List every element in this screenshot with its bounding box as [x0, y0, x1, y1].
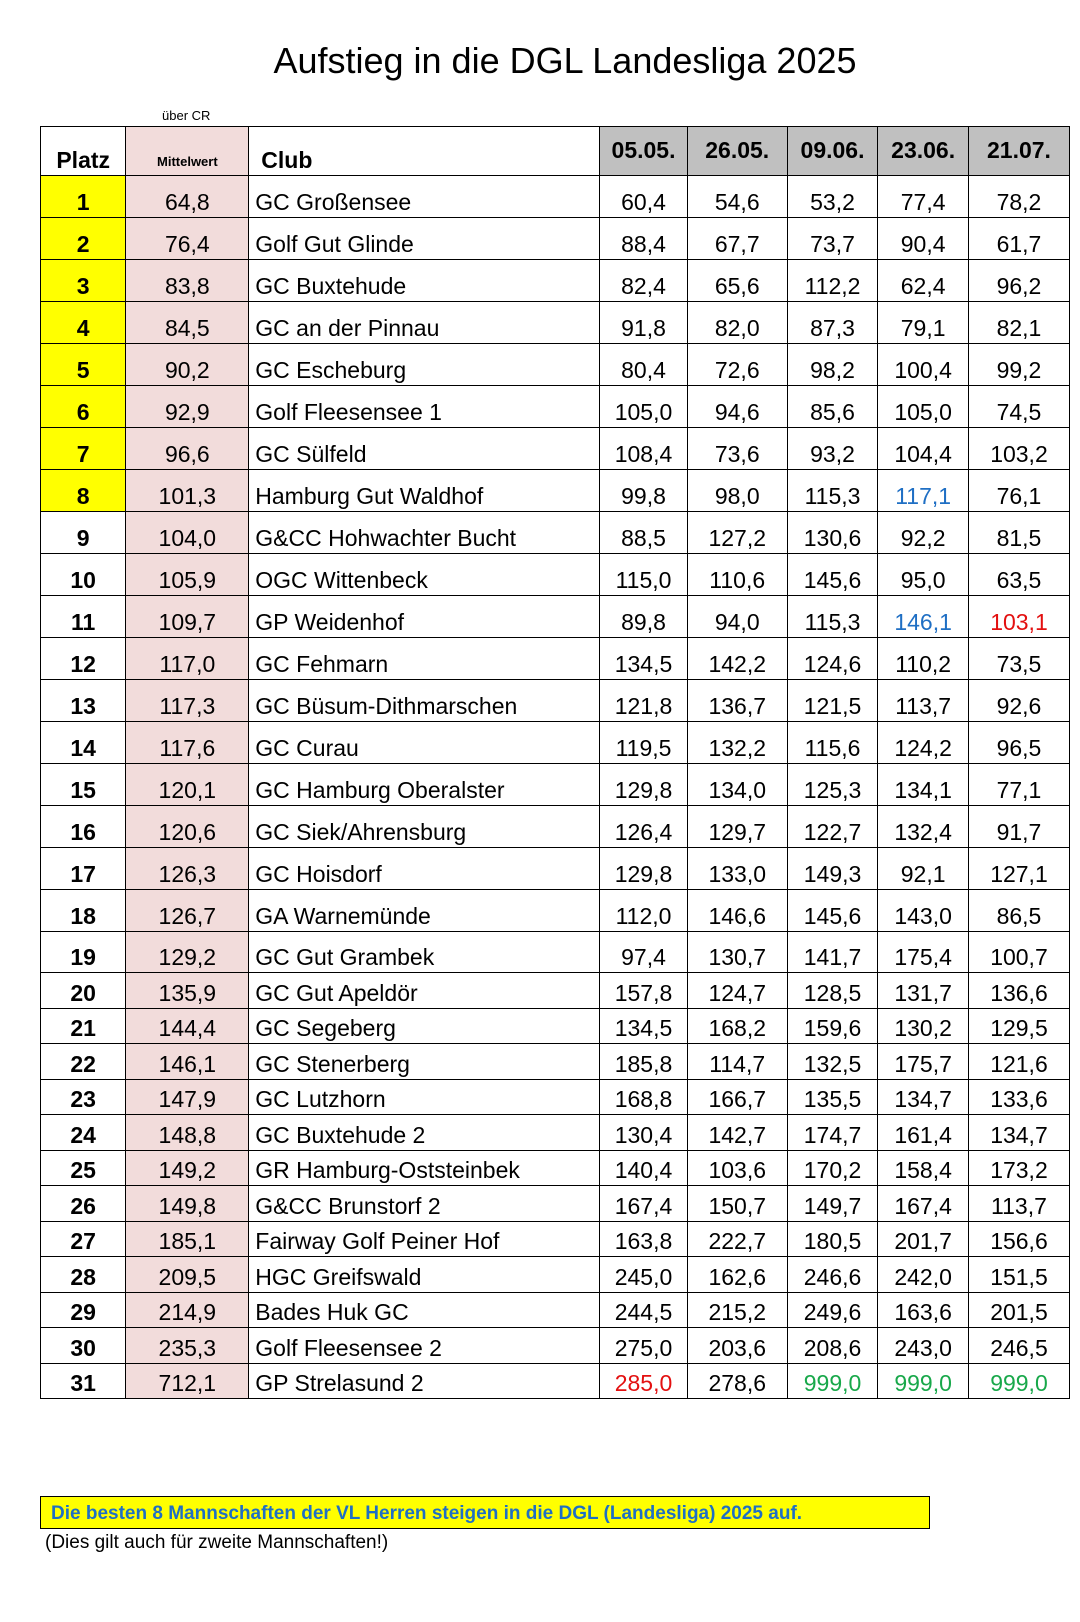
score-cell: 103,6: [687, 1150, 787, 1186]
table-row: [41, 218, 1070, 260]
score-cell: 163,6: [878, 1292, 969, 1328]
club-cell: GP Strelasund 2: [249, 1363, 600, 1399]
table-row: [41, 260, 1070, 302]
score-cell: 100,7: [968, 932, 1069, 973]
header-date: 26.05.: [687, 127, 787, 176]
score-cell: 142,7: [687, 1115, 787, 1151]
mittelwert-cell: 147,9: [126, 1079, 249, 1115]
table-row: [41, 973, 1070, 1009]
club-cell: G&CC Hohwachter Bucht: [249, 512, 600, 554]
score-cell: 285,0: [600, 1363, 687, 1399]
mittelwert-cell: 149,8: [126, 1186, 249, 1222]
platz-cell: 5: [41, 344, 126, 386]
club-cell: GC Curau: [249, 722, 600, 764]
score-cell: 157,8: [600, 973, 687, 1009]
table-row: [41, 1150, 1070, 1186]
header-club: Club: [249, 127, 600, 176]
score-cell: 245,0: [600, 1257, 687, 1293]
platz-cell: 15: [41, 764, 126, 806]
score-cell: 125,3: [787, 764, 878, 806]
score-cell: 78,2: [968, 176, 1069, 218]
score-cell: 146,1: [878, 596, 969, 638]
table-row: [41, 512, 1070, 554]
score-cell: 93,2: [787, 428, 878, 470]
club-cell: GC Sülfeld: [249, 428, 600, 470]
score-cell: 121,8: [600, 680, 687, 722]
club-cell: GC Segeberg: [249, 1008, 600, 1044]
club-cell: GC Siek/Ahrensburg: [249, 806, 600, 848]
score-cell: 77,1: [968, 764, 1069, 806]
table-row: [41, 470, 1070, 512]
score-cell: 140,4: [600, 1150, 687, 1186]
platz-cell: 17: [41, 848, 126, 890]
score-cell: 133,0: [687, 848, 787, 890]
score-cell: 166,7: [687, 1079, 787, 1115]
score-cell: 67,7: [687, 218, 787, 260]
mittelwert-cell: 96,6: [126, 428, 249, 470]
platz-cell: 8: [41, 470, 126, 512]
score-cell: 100,4: [878, 344, 969, 386]
club-cell: GC Escheburg: [249, 344, 600, 386]
score-cell: 208,6: [787, 1328, 878, 1364]
score-cell: 143,0: [878, 890, 969, 932]
score-cell: 174,7: [787, 1115, 878, 1151]
mittelwert-cell: 149,2: [126, 1150, 249, 1186]
score-cell: 173,2: [968, 1150, 1069, 1186]
score-cell: 92,6: [968, 680, 1069, 722]
table-row: [41, 764, 1070, 806]
score-cell: 94,0: [687, 596, 787, 638]
score-cell: 73,7: [787, 218, 878, 260]
score-cell: 149,3: [787, 848, 878, 890]
score-cell: 167,4: [600, 1186, 687, 1222]
table-row: [41, 1079, 1070, 1115]
score-cell: 145,6: [787, 890, 878, 932]
score-cell: 98,2: [787, 344, 878, 386]
score-cell: 60,4: [600, 176, 687, 218]
header-mittelwert: Mittelwert: [126, 127, 249, 176]
score-cell: 124,2: [878, 722, 969, 764]
score-cell: 249,6: [787, 1292, 878, 1328]
platz-cell: 4: [41, 302, 126, 344]
score-cell: 203,6: [687, 1328, 787, 1364]
score-cell: 243,0: [878, 1328, 969, 1364]
score-cell: 134,7: [968, 1115, 1069, 1151]
score-cell: 63,5: [968, 554, 1069, 596]
score-cell: 110,6: [687, 554, 787, 596]
mittelwert-cell: 135,9: [126, 973, 249, 1009]
mittelwert-cell: 105,9: [126, 554, 249, 596]
score-cell: 88,5: [600, 512, 687, 554]
table-row: [41, 722, 1070, 764]
score-cell: 110,2: [878, 638, 969, 680]
score-cell: 81,5: [968, 512, 1069, 554]
standings-body: [41, 176, 1070, 1399]
score-cell: 130,4: [600, 1115, 687, 1151]
score-cell: 99,8: [600, 470, 687, 512]
score-cell: 136,7: [687, 680, 787, 722]
score-cell: 167,4: [878, 1186, 969, 1222]
table-row: [41, 176, 1070, 218]
club-cell: Bades Huk GC: [249, 1292, 600, 1328]
score-cell: 88,4: [600, 218, 687, 260]
mittelwert-cell: 117,6: [126, 722, 249, 764]
score-cell: 175,4: [878, 932, 969, 973]
score-cell: 215,2: [687, 1292, 787, 1328]
score-cell: 65,6: [687, 260, 787, 302]
platz-cell: 9: [41, 512, 126, 554]
platz-cell: 19: [41, 932, 126, 973]
score-cell: 146,6: [687, 890, 787, 932]
score-cell: 54,6: [687, 176, 787, 218]
score-cell: 129,8: [600, 848, 687, 890]
table-row: [41, 1328, 1070, 1364]
score-cell: 136,6: [968, 973, 1069, 1009]
score-cell: 222,7: [687, 1221, 787, 1257]
score-cell: 114,7: [687, 1044, 787, 1080]
platz-cell: 16: [41, 806, 126, 848]
mittelwert-cell: 144,4: [126, 1008, 249, 1044]
score-cell: 97,4: [600, 932, 687, 973]
score-cell: 156,6: [968, 1221, 1069, 1257]
score-cell: 244,5: [600, 1292, 687, 1328]
score-cell: 185,8: [600, 1044, 687, 1080]
mittelwert-cell: 76,4: [126, 218, 249, 260]
score-cell: 180,5: [787, 1221, 878, 1257]
mittelwert-cell: 92,9: [126, 386, 249, 428]
score-cell: 115,0: [600, 554, 687, 596]
score-cell: 999,0: [787, 1363, 878, 1399]
score-cell: 82,1: [968, 302, 1069, 344]
table-row: [41, 1044, 1070, 1080]
platz-cell: 7: [41, 428, 126, 470]
score-cell: 117,1: [878, 470, 969, 512]
score-cell: 163,8: [600, 1221, 687, 1257]
platz-cell: 3: [41, 260, 126, 302]
platz-cell: 2: [41, 218, 126, 260]
score-cell: 87,3: [787, 302, 878, 344]
mittelwert-cell: 83,8: [126, 260, 249, 302]
score-cell: 130,6: [787, 512, 878, 554]
platz-cell: 27: [41, 1221, 126, 1257]
score-cell: 151,5: [968, 1257, 1069, 1293]
header-date: 23.06.: [878, 127, 969, 176]
club-cell: G&CC Brunstorf 2: [249, 1186, 600, 1222]
club-cell: GC Gut Grambek: [249, 932, 600, 973]
score-cell: 134,7: [878, 1079, 969, 1115]
table-row: [41, 344, 1070, 386]
mittelwert-cell: 90,2: [126, 344, 249, 386]
table-row: [41, 1115, 1070, 1151]
platz-cell: 11: [41, 596, 126, 638]
score-cell: 79,1: [878, 302, 969, 344]
score-cell: 158,4: [878, 1150, 969, 1186]
score-cell: 121,6: [968, 1044, 1069, 1080]
score-cell: 275,0: [600, 1328, 687, 1364]
score-cell: 92,1: [878, 848, 969, 890]
score-cell: 133,6: [968, 1079, 1069, 1115]
table-row: [41, 890, 1070, 932]
mittelwert-cell: 109,7: [126, 596, 249, 638]
score-cell: 115,3: [787, 470, 878, 512]
club-cell: Fairway Golf Peiner Hof: [249, 1221, 600, 1257]
score-cell: 242,0: [878, 1257, 969, 1293]
header-row: [41, 127, 1070, 176]
table-row: [41, 932, 1070, 973]
score-cell: 112,0: [600, 890, 687, 932]
standings-table: [40, 126, 1070, 1399]
table-row: [41, 386, 1070, 428]
score-cell: 105,0: [878, 386, 969, 428]
mittelwert-cell: 209,5: [126, 1257, 249, 1293]
mittelwert-cell: 126,3: [126, 848, 249, 890]
platz-cell: 20: [41, 973, 126, 1009]
mittelwert-cell: 214,9: [126, 1292, 249, 1328]
mittelwert-cell: 126,7: [126, 890, 249, 932]
score-cell: 95,0: [878, 554, 969, 596]
mittelwert-cell: 148,8: [126, 1115, 249, 1151]
mittelwert-cell: 129,2: [126, 932, 249, 973]
score-cell: 127,1: [968, 848, 1069, 890]
score-cell: 73,6: [687, 428, 787, 470]
score-cell: 134,5: [600, 638, 687, 680]
platz-cell: 21: [41, 1008, 126, 1044]
mittelwert-cell: 101,3: [126, 470, 249, 512]
score-cell: 201,5: [968, 1292, 1069, 1328]
score-cell: 86,5: [968, 890, 1069, 932]
club-cell: GC Buxtehude: [249, 260, 600, 302]
platz-cell: 26: [41, 1186, 126, 1222]
score-cell: 162,6: [687, 1257, 787, 1293]
score-cell: 72,6: [687, 344, 787, 386]
score-cell: 170,2: [787, 1150, 878, 1186]
score-cell: 115,3: [787, 596, 878, 638]
second-teams-note: (Dies gilt auch für zweite Mannschaften!): [45, 1532, 389, 1553]
score-cell: 89,8: [600, 596, 687, 638]
score-cell: 98,0: [687, 470, 787, 512]
score-cell: 104,4: [878, 428, 969, 470]
platz-cell: 18: [41, 890, 126, 932]
club-cell: Golf Gut Glinde: [249, 218, 600, 260]
club-cell: GC Lutzhorn: [249, 1079, 600, 1115]
score-cell: 135,5: [787, 1079, 878, 1115]
score-cell: 119,5: [600, 722, 687, 764]
score-cell: 82,4: [600, 260, 687, 302]
score-cell: 150,7: [687, 1186, 787, 1222]
club-cell: GC Großensee: [249, 176, 600, 218]
mittelwert-cell: 84,5: [126, 302, 249, 344]
score-cell: 121,5: [787, 680, 878, 722]
table-row: [41, 1186, 1070, 1222]
score-cell: 74,5: [968, 386, 1069, 428]
score-cell: 103,1: [968, 596, 1069, 638]
platz-cell: 28: [41, 1257, 126, 1293]
score-cell: 142,2: [687, 638, 787, 680]
mittelwert-cell: 185,1: [126, 1221, 249, 1257]
platz-cell: 31: [41, 1363, 126, 1399]
score-cell: 96,2: [968, 260, 1069, 302]
score-cell: 130,7: [687, 932, 787, 973]
score-cell: 124,7: [687, 973, 787, 1009]
table-row: [41, 1257, 1070, 1293]
score-cell: 159,6: [787, 1008, 878, 1044]
score-cell: 53,2: [787, 176, 878, 218]
club-cell: Golf Fleesensee 2: [249, 1328, 600, 1364]
mittelwert-cell: 712,1: [126, 1363, 249, 1399]
score-cell: 145,6: [787, 554, 878, 596]
club-cell: GC Hamburg Oberalster: [249, 764, 600, 806]
score-cell: 168,2: [687, 1008, 787, 1044]
score-cell: 130,2: [878, 1008, 969, 1044]
platz-cell: 30: [41, 1328, 126, 1364]
mittelwert-cell: 117,3: [126, 680, 249, 722]
platz-cell: 13: [41, 680, 126, 722]
promotion-note: Die besten 8 Mannschaften der VL Herren steigen in die DGL (Landesliga) 2025 auf.: [51, 1503, 803, 1524]
table-row: [41, 1363, 1070, 1399]
score-cell: 91,7: [968, 806, 1069, 848]
score-cell: 105,0: [600, 386, 687, 428]
table-row: [41, 680, 1070, 722]
score-cell: 246,5: [968, 1328, 1069, 1364]
platz-cell: 22: [41, 1044, 126, 1080]
score-cell: 126,4: [600, 806, 687, 848]
club-cell: GC Stenerberg: [249, 1044, 600, 1080]
score-cell: 132,5: [787, 1044, 878, 1080]
table-row: [41, 302, 1070, 344]
score-cell: 129,8: [600, 764, 687, 806]
club-cell: GC Büsum-Dithmarschen: [249, 680, 600, 722]
page-title: Aufstieg in die DGL Landesliga 2025: [273, 40, 857, 81]
score-cell: 85,6: [787, 386, 878, 428]
score-cell: 129,5: [968, 1008, 1069, 1044]
platz-cell: 14: [41, 722, 126, 764]
score-cell: 132,2: [687, 722, 787, 764]
club-cell: GP Weidenhof: [249, 596, 600, 638]
score-cell: 134,0: [687, 764, 787, 806]
header-date: 05.05.: [600, 127, 687, 176]
mittelwert-cell: 117,0: [126, 638, 249, 680]
score-cell: 122,7: [787, 806, 878, 848]
score-cell: 82,0: [687, 302, 787, 344]
score-cell: 62,4: [878, 260, 969, 302]
score-cell: 90,4: [878, 218, 969, 260]
score-cell: 128,5: [787, 973, 878, 1009]
promotion-note-box: [40, 1496, 930, 1529]
score-cell: 141,7: [787, 932, 878, 973]
club-cell: GC Buxtehude 2: [249, 1115, 600, 1151]
score-cell: 113,7: [968, 1186, 1069, 1222]
table-row: [41, 1292, 1070, 1328]
score-cell: 246,6: [787, 1257, 878, 1293]
score-cell: 132,4: [878, 806, 969, 848]
cr-note: über CR: [162, 108, 211, 123]
club-cell: GC Gut Apeldör: [249, 973, 600, 1009]
score-cell: 94,6: [687, 386, 787, 428]
club-cell: GR Hamburg-Oststeinbek: [249, 1150, 600, 1186]
table-row: [41, 806, 1070, 848]
platz-cell: 23: [41, 1079, 126, 1115]
score-cell: 129,7: [687, 806, 787, 848]
score-cell: 999,0: [968, 1363, 1069, 1399]
score-cell: 73,5: [968, 638, 1069, 680]
header-platz: Platz: [41, 127, 126, 176]
platz-cell: 29: [41, 1292, 126, 1328]
club-cell: GC an der Pinnau: [249, 302, 600, 344]
score-cell: 134,1: [878, 764, 969, 806]
score-cell: 80,4: [600, 344, 687, 386]
club-cell: Hamburg Gut Waldhof: [249, 470, 600, 512]
score-cell: 134,5: [600, 1008, 687, 1044]
header-date: 21.07.: [968, 127, 1069, 176]
score-cell: 92,2: [878, 512, 969, 554]
mittelwert-cell: 104,0: [126, 512, 249, 554]
score-cell: 76,1: [968, 470, 1069, 512]
score-cell: 103,2: [968, 428, 1069, 470]
score-cell: 108,4: [600, 428, 687, 470]
header-date: 09.06.: [787, 127, 878, 176]
table-row: [41, 1008, 1070, 1044]
score-cell: 278,6: [687, 1363, 787, 1399]
table-row: [41, 1221, 1070, 1257]
score-cell: 149,7: [787, 1186, 878, 1222]
mittelwert-cell: 120,1: [126, 764, 249, 806]
mittelwert-cell: 64,8: [126, 176, 249, 218]
club-cell: GC Fehmarn: [249, 638, 600, 680]
club-cell: HGC Greifswald: [249, 1257, 600, 1293]
score-cell: 112,2: [787, 260, 878, 302]
table-row: [41, 554, 1070, 596]
platz-cell: 6: [41, 386, 126, 428]
platz-cell: 25: [41, 1150, 126, 1186]
platz-cell: 24: [41, 1115, 126, 1151]
score-cell: 124,6: [787, 638, 878, 680]
score-cell: 61,7: [968, 218, 1069, 260]
score-cell: 175,7: [878, 1044, 969, 1080]
table-row: [41, 638, 1070, 680]
mittelwert-cell: 120,6: [126, 806, 249, 848]
score-cell: 161,4: [878, 1115, 969, 1151]
mittelwert-cell: 146,1: [126, 1044, 249, 1080]
club-cell: OGC Wittenbeck: [249, 554, 600, 596]
table-row: [41, 428, 1070, 470]
platz-cell: 10: [41, 554, 126, 596]
score-cell: 91,8: [600, 302, 687, 344]
score-cell: 127,2: [687, 512, 787, 554]
club-cell: Golf Fleesensee 1: [249, 386, 600, 428]
score-cell: 77,4: [878, 176, 969, 218]
table-row: [41, 848, 1070, 890]
table-row: [41, 596, 1070, 638]
score-cell: 131,7: [878, 973, 969, 1009]
score-cell: 99,2: [968, 344, 1069, 386]
club-cell: GA Warnemünde: [249, 890, 600, 932]
club-cell: GC Hoisdorf: [249, 848, 600, 890]
score-cell: 96,5: [968, 722, 1069, 764]
mittelwert-cell: 235,3: [126, 1328, 249, 1364]
platz-cell: 12: [41, 638, 126, 680]
score-cell: 115,6: [787, 722, 878, 764]
score-cell: 168,8: [600, 1079, 687, 1115]
platz-cell: 1: [41, 176, 126, 218]
score-cell: 999,0: [878, 1363, 969, 1399]
score-cell: 113,7: [878, 680, 969, 722]
score-cell: 201,7: [878, 1221, 969, 1257]
